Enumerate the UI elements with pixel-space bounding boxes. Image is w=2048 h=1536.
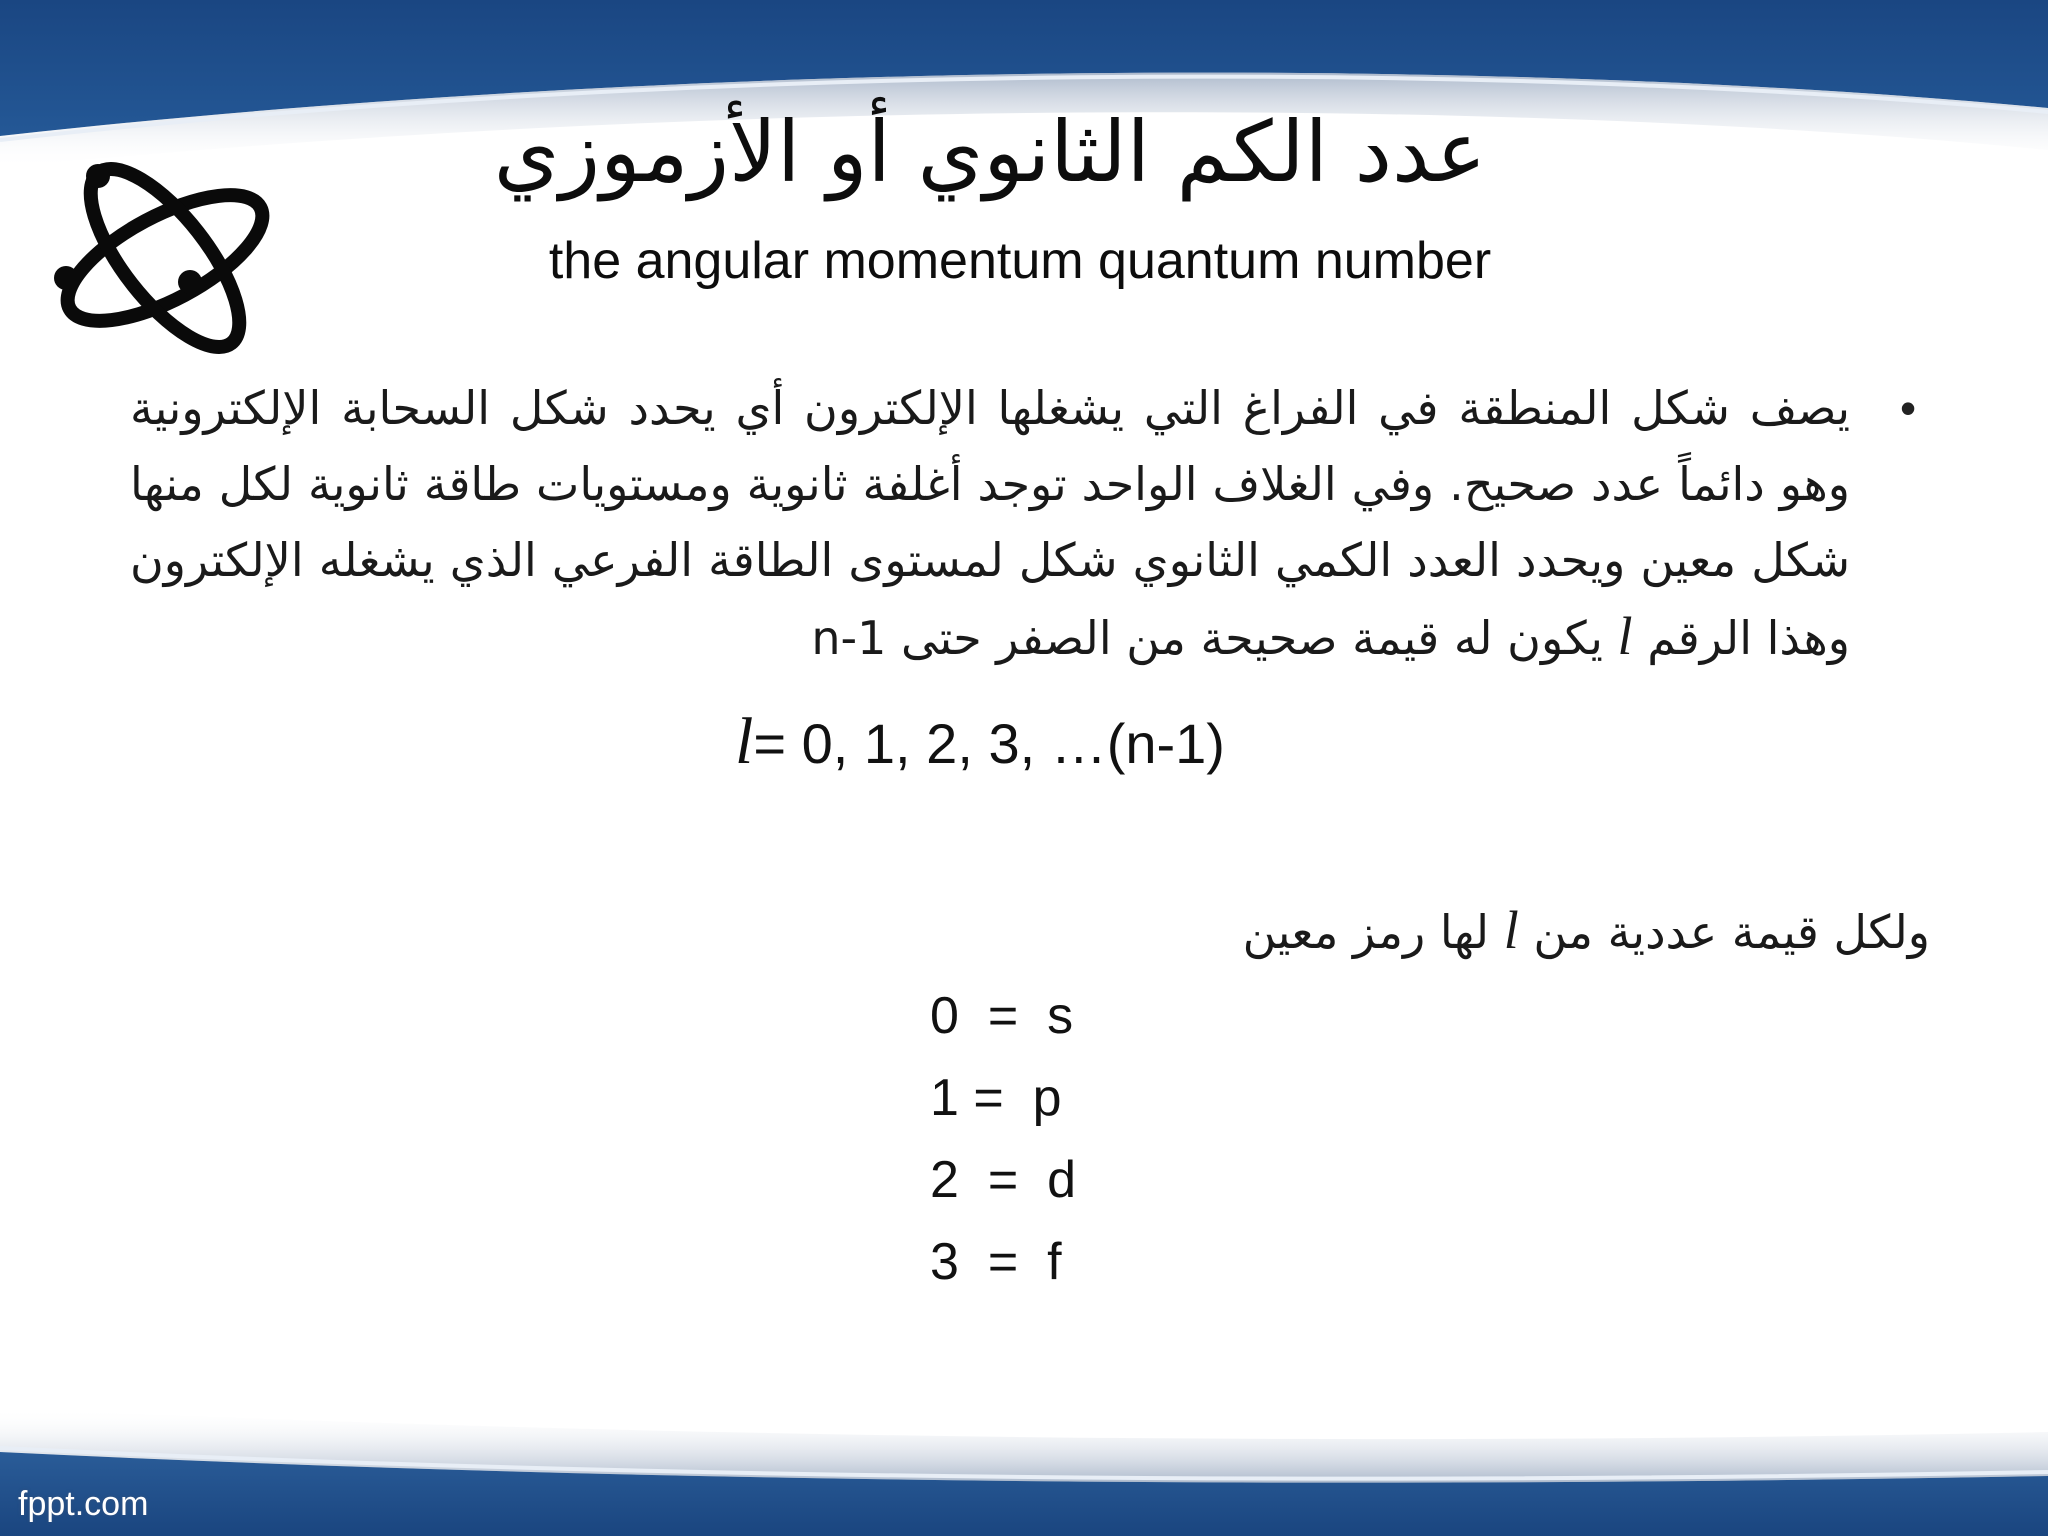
slide-title-english: the angular momentum quantum number: [548, 232, 1492, 290]
mapping-row: 0 = s: [930, 987, 1074, 1045]
atom-icon: [52, 148, 278, 362]
footer-brand: fppt.com: [18, 1485, 149, 1523]
l-symbol: l: [1617, 606, 1633, 666]
bullet-text-part2: يكون له قيمة صحيحة من الصفر حتى n-1: [811, 611, 1603, 665]
mapping-row: 1 = p: [930, 1069, 1062, 1127]
l-values-formula: [600, 700, 1360, 784]
slide-title-arabic: عدد الكم الثانوي أو الأزموزي: [493, 103, 1487, 201]
bullet-paragraph: [130, 370, 1850, 676]
symbols-intro-part2: لها رمز معين: [1242, 905, 1490, 959]
formula-l-symbol: l: [735, 705, 754, 778]
mapping-row: 3 = f: [930, 1233, 1062, 1291]
symbols-intro-l-symbol: l: [1503, 900, 1519, 960]
subshell-mapping: [930, 975, 1130, 1303]
bullet-marker: •: [1900, 382, 1917, 434]
formula-values: = 0, 1, 2, 3, …(n-1): [753, 712, 1225, 775]
symbols-intro-text: [1130, 892, 1930, 968]
bullet-text-part1: يصف شكل المنطقة في الفراغ التي يشغلها الإلكترون أي يحدد شكل السحابة الإلكترونية وهو دائماً عدد صحيح. وفي الغلاف الواحد توجد أغلفة ثانوية ومستويات طاقة ثانوية لكل منها شكل معين ويحدد العدد الكمي الثانوي شكل لمستوى الطاقة الفرعي الذي يشغله الإلكترون وهذا الرقم: [130, 381, 1850, 665]
symbols-intro-part1: ولكل قيمة عددية من: [1533, 905, 1930, 959]
mapping-row: 2 = d: [930, 1151, 1076, 1209]
